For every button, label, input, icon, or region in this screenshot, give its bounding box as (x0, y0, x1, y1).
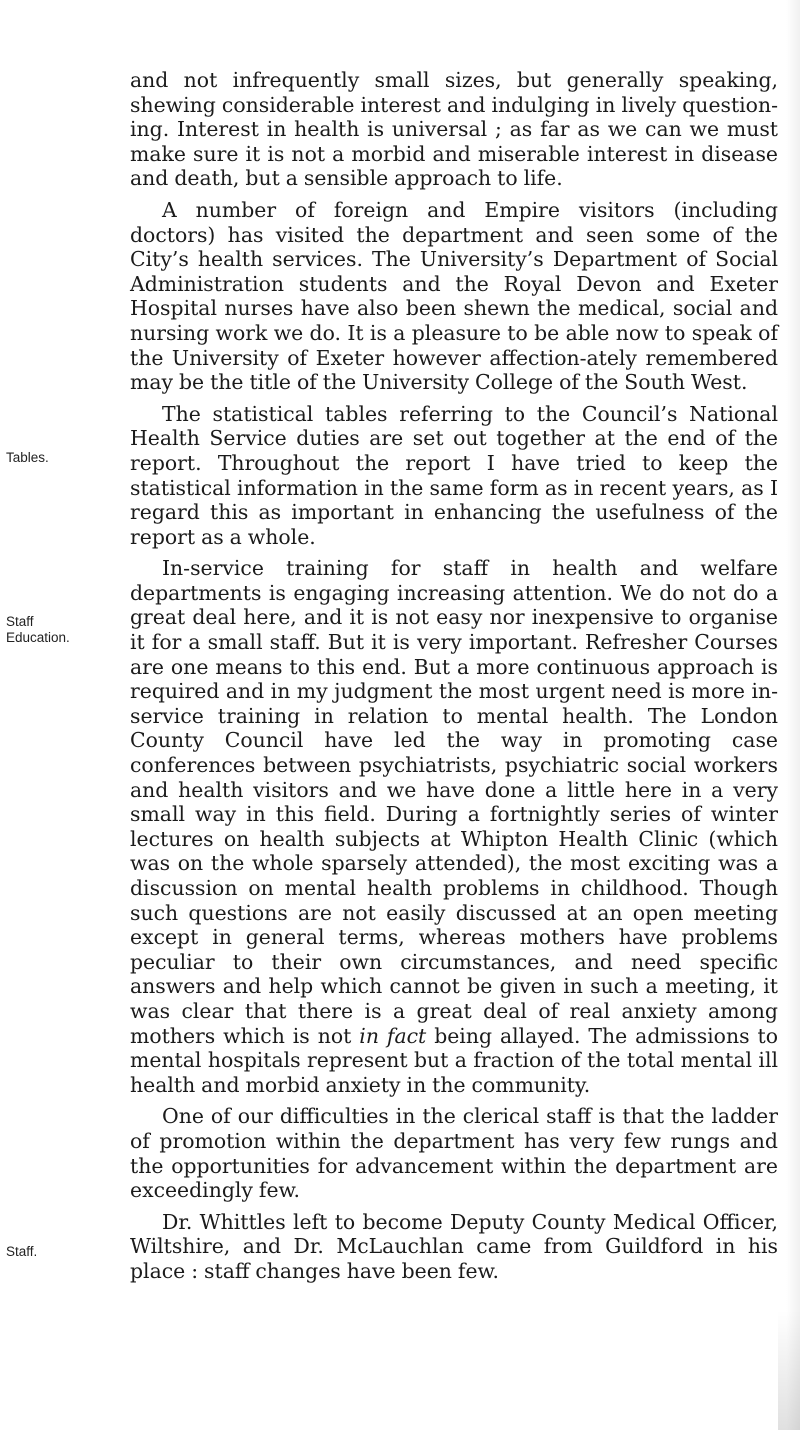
paragraph-staff-education-emphasis: in fact (359, 1023, 427, 1048)
body-text (130, 68, 778, 1284)
paragraph-staff-changes: Dr. Whittles left to become Deputy County Medical Officer, Wiltshire, and Dr. McLauchlan came from Guildford in his place : staff changes have been few. (130, 1209, 778, 1283)
margin-note-tables: Tables. (6, 450, 49, 465)
paragraph-staff-education-text-1: In-service training for staff in health and welfare departments is engaging increasing attention. We do not do a great deal here, and it is not easy nor inexpensive to organise it for a small staff. But it is very important. Refresher Courses are one means to this end. But a more continuous approach is required and in my judgment the most urgent need is more in-service training in relation to mental health. The London County Council have led the way in promoting case conferences between psychiatrists, psychiatric social workers and health visitors and we have done a little here in a very small way in this field. During a fortnightly series of winter lectures on health subjects at Whipton Health Clinic (which was on the whole sparsely attended), the most exciting was a discussion on mental health problems in childhood. Though such questions are not easily discussed at an open meeting except in general terms, whereas mothers have problems peculiar to their own circumstances, and need specific answers and help which cannot be given in such a meeting, it was clear that there is a great deal of real anxiety among mothers which is not (130, 556, 778, 1048)
margin-note-staff-education-line1: Staff (6, 614, 34, 629)
paragraph-foreign-visitors: A number of foreign and Empire visitors (including doctors) has visited the department and seen some of the City’s health services. The University’s Department of Social Administration students and the Royal Devon and Exeter Hospital nurses have also been shewn the medical, social and nursing work we do. It is a pleasure to be able now to speak of the University of Exeter however affection-ately remembered may be the title of the University College of the South West. (130, 197, 778, 395)
paragraph-clerical-staff: One of our difficulties in the clerical staff is that the ladder of promotion within the department has very few rungs and the opportunities for advancement within the department are exceedingly few. (130, 1104, 778, 1203)
page-corner-shadow (778, 1310, 800, 1430)
margin-note-staff: Staff. (6, 1244, 38, 1259)
paragraph-staff-education (130, 556, 778, 1097)
page-edge-shadow (786, 0, 800, 1430)
margin-note-staff-education-line2: Education. (6, 630, 70, 645)
paragraph-staff-education-text-2: being allayed. The admissions to mental hospitals represent but a fraction of the total mental ill health and morbid anxiety in the community. (130, 1023, 778, 1097)
paragraph-statistical-tables: The statistical tables referring to the Council’s National Health Service duties are set out together at the end of the report. Throughout the report I have tried to keep the statistical information in the same form as in recent years, as I regard this as important in enhancing the usefulness of the report as a whole. (130, 401, 778, 549)
margin-note-staff-education (6, 614, 116, 646)
paragraph-visitors-interest: and not infrequently small sizes, but generally speaking, shewing considerable interest and indulging in lively question-ing. Interest in health is universal ; as far as we can we must make sure it is not a morbid and miserable interest in disease and death, but a sensible approach to life. (130, 68, 778, 191)
